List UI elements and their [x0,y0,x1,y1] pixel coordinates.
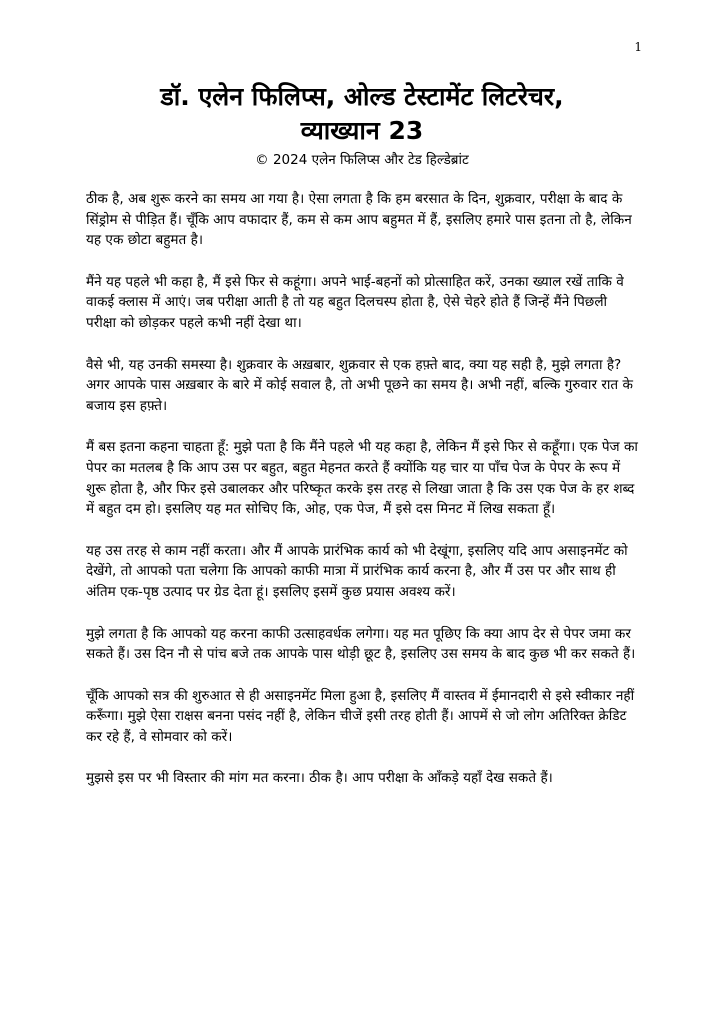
paragraph: मुझसे इस पर भी विस्तार की मांग मत करना। ठीक है। आप परीक्षा के आँकड़े यहाँ देख सकते हैं। [86,770,553,787]
document-title-line-2: व्याख्यान 23 [300,116,424,145]
paragraph: वैसे भी, यह उनकी समस्या है। शुक्रवार के अख़बार, शुक्रवार से एक हफ़्ते बाद, क्या यह सही है, मुझे लगता है? अगर आपके पास अख़बार के बारे में कोई सवाल है, तो अभी पूछने का समय है। अभी नहीं, बल्कि गुरुवार रात के बजाय इस हफ़्ते। [86,356,633,414]
paragraph: ठीक है, अब शुरू करने का समय आ गया है। ऐसा लगता है कि हम बरसात के दिन, शुक्रवार, परीक्षा के बाद के सिंड्रोम से पीड़ित हैं। चूँकि आप वफादार हैं, कम से कम आप बहुमत में हैं, इसलिए हमारे पास इतना तो है, लेकिन यह एक छोटा बहुमत है। [86,191,632,249]
paragraph: चूँकि आपको सत्र की शुरुआत से ही असाइनमेंट मिला हुआ है, इसलिए मैं वास्तव में ईमानदारी से इसे स्वीकार नहीं करूँगा। मुझे ऐसा राक्षस बनना पसंद नहीं है, लेकिन चीजें इसी तरह होती हैं। आपमें से जो लोग अतिरिक्त क्रेडिट कर रहे हैं, वे सोमवार को करें। [86,687,635,745]
paragraph: मैंने यह पहले भी कहा है, मैं इसे फिर से कहूंगा। अपने भाई-बहनों को प्रोत्साहित करें, उनका ख्याल रखें ताकि वे वाकई क्लास में आएं। जब परीक्षा आती है तो यह बहुत दिलचस्प होता है, ऐसे चेहरे होते हैं जिन्हें मैंने पिछली परीक्षा को छोड़कर पहले कभी नहीं देखा था। [86,273,624,331]
paragraph: यह उस तरह से काम नहीं करता। और मैं आपके प्रारंभिक कार्य को भी देखूंगा, इसलिए यदि आप असाइनमेंट को देखेंगे, तो आपको पता चलेगा कि आपको काफी मात्रा में प्रारंभिक कार्य करना है, और मैं उस पर और साथ ही अंतिम एक-पृष्ठ उत्पाद पर ग्रेड देता हूं। इसलिए इसमें कुछ प्रयास अवश्य करें। [86,542,628,600]
body-text [86,189,640,810]
paragraph: मुझे लगता है कि आपको यह करना काफी उत्साहवर्धक लगेगा। यह मत पूछिए कि क्या आप देर से पेपर जमा कर सकते हैं। उस दिन नौ से पांच बजे तक आपके पास थोड़ी छूट है, इसलिए उस समय के बाद कुछ भी कर सकते हैं। [86,625,636,663]
copyright-line: © 2024 एलेन फिलिप्स और टेड हिल्डेब्रांट [255,152,469,168]
paragraph: मैं बस इतना कहना चाहता हूँ: मुझे पता है कि मैंने पहले भी यह कहा है, लेकिन मैं इसे फिर से कहूँगा। एक पेज का पेपर का मतलब है कि आप उस पर बहुत, बहुत मेहनत करते हैं क्योंकि यह चार या पाँच पेज के पेपर के रूप में शुरू होता है, और फिर इसे उबालकर और परिष्कृत करके इस तरह से लिखा जाता है कि उस एक पेज के हर शब्द में बहुत दम हो। इसलिए यह मत सोचिए कि, ओह, एक पेज, मैं इसे दस मिनट में लिख सकता हूँ। [86,439,638,518]
title-block [70,80,654,170]
page-number: 1 [634,40,642,54]
document-title-line-1: डॉ. एलेन फिलिप्स, ओल्ड टेस्टामेंट लिटरेचर, [160,82,564,111]
